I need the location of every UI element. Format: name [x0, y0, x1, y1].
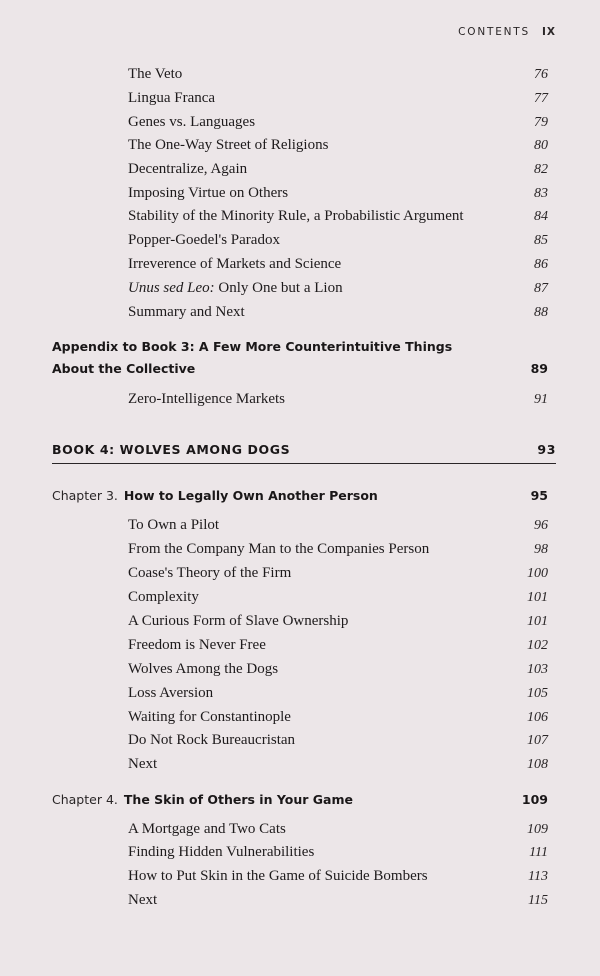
chapter-page: 95 — [530, 488, 548, 503]
entry-title-rest: Only One but a Lion — [214, 280, 343, 296]
entry-title: To Own a Pilot — [128, 517, 220, 533]
chapter-heading-text — [52, 791, 353, 809]
entry-title: Decentralize, Again — [128, 161, 248, 177]
book-title: BOOK 4: WOLVES AMONG DOGS — [52, 442, 291, 457]
toc-entry[interactable] — [128, 709, 548, 726]
entry-title: Popper-Goedel's Paradox — [128, 232, 280, 248]
entry-page: 91 — [534, 392, 548, 407]
entry-page: 105 — [527, 686, 548, 701]
entry-page: 76 — [534, 67, 548, 82]
chapter-title: The Skin of Others in Your Game — [123, 792, 353, 807]
entry-title: Summary and Next — [128, 304, 245, 320]
toc-entry[interactable] — [128, 137, 548, 154]
entry-title: How to Put Skin in the Game of Suicide Bombers — [128, 868, 428, 884]
toc-entry[interactable] — [128, 208, 548, 225]
toc-entry[interactable] — [128, 844, 548, 861]
chapter-label: Chapter 4. — [52, 792, 118, 807]
book-heading[interactable] — [52, 442, 556, 457]
entry-title: The Veto — [128, 66, 183, 82]
entry-title: Do Not Rock Bureaucristan — [128, 732, 296, 748]
toc-entry[interactable] — [128, 161, 548, 178]
entry-page: 80 — [534, 138, 548, 153]
toc-entry[interactable] — [128, 821, 548, 838]
entry-page: 77 — [534, 91, 548, 106]
entry-page: 88 — [534, 305, 548, 320]
entry-title: A Mortgage and Two Cats — [128, 821, 286, 837]
entry-title: Next — [128, 756, 158, 772]
toc-entry[interactable] — [128, 685, 548, 702]
chapter-heading-text — [52, 487, 378, 505]
entry-title — [128, 280, 343, 297]
entry-page: 86 — [534, 257, 548, 272]
chapter-heading[interactable] — [52, 791, 548, 809]
entry-title: Wolves Among the Dogs — [128, 661, 279, 677]
toc-entry[interactable] — [128, 90, 548, 107]
entry-page: 85 — [534, 233, 548, 248]
toc-entry[interactable] — [128, 280, 548, 297]
entry-page: 111 — [529, 845, 548, 860]
entry-title: Loss Aversion — [128, 685, 214, 701]
entry-title: A Curious Form of Slave Ownership — [128, 613, 349, 629]
entry-page: 102 — [527, 638, 548, 653]
toc-entry[interactable] — [128, 232, 548, 249]
entry-title: Coase's Theory of the Firm — [128, 565, 292, 581]
entry-title: Stability of the Minority Rule, a Probabilistic Argument — [128, 208, 464, 224]
entry-page: 100 — [527, 566, 548, 581]
entry-page: 84 — [534, 209, 548, 224]
toc-entry[interactable] — [128, 613, 548, 630]
entry-title: Lingua Franca — [128, 90, 216, 106]
toc-entry[interactable] — [128, 304, 548, 321]
toc-entry[interactable] — [128, 66, 548, 83]
entry-title: Freedom is Never Free — [128, 637, 266, 653]
book-page: 93 — [537, 442, 556, 457]
entry-page: 109 — [527, 822, 548, 837]
entry-page: 87 — [534, 281, 548, 296]
entry-title: The One-Way Street of Religions — [128, 137, 329, 153]
toc-entry[interactable] — [128, 756, 548, 773]
toc-entry[interactable] — [128, 185, 548, 202]
toc-entry[interactable] — [128, 565, 548, 582]
entry-title: Irreverence of Markets and Science — [128, 256, 342, 272]
entry-title: Next — [128, 892, 158, 908]
toc-entry[interactable] — [128, 637, 548, 654]
appendix-title-line2: About the Collective — [52, 361, 196, 376]
toc-entry[interactable] — [128, 868, 548, 885]
toc-entry[interactable] — [128, 517, 548, 534]
entry-page: 113 — [528, 869, 548, 884]
toc-entry[interactable] — [128, 661, 548, 678]
toc-entry[interactable] — [128, 114, 548, 131]
entry-title: Waiting for Constantinople — [128, 709, 291, 725]
entry-title-italic: Unus sed Leo: — [128, 280, 215, 296]
entry-page: 82 — [534, 162, 548, 177]
toc-entry[interactable] — [128, 892, 548, 909]
chapter-label: Chapter 3. — [52, 488, 118, 503]
entry-page: 103 — [527, 662, 548, 677]
entry-page: 115 — [528, 893, 548, 908]
toc-entry[interactable] — [128, 541, 548, 558]
toc-entry[interactable] — [128, 732, 548, 749]
entry-title: Finding Hidden Vulnerabilities — [128, 844, 315, 860]
entry-page: 108 — [527, 757, 548, 772]
appendix-title-line1: Appendix to Book 3: A Few More Counterintuitive Things — [52, 339, 453, 354]
page-number: IX — [541, 26, 556, 38]
entry-page: 98 — [534, 542, 548, 557]
running-head — [458, 26, 556, 38]
entry-title: Genes vs. Languages — [128, 114, 256, 130]
entry-page: 107 — [527, 733, 548, 748]
entry-page: 101 — [527, 614, 548, 629]
entry-title: From the Company Man to the Companies Person — [128, 541, 430, 557]
chapter-heading[interactable] — [52, 487, 548, 505]
entry-page: 96 — [534, 518, 548, 533]
section-title: CONTENTS — [458, 26, 530, 38]
divider — [52, 463, 556, 464]
entry-page: 79 — [534, 115, 548, 130]
entry-title: Imposing Virtue on Others — [128, 185, 289, 201]
entry-title: Complexity — [128, 589, 199, 605]
entry-page: 101 — [527, 590, 548, 605]
toc-entry[interactable] — [128, 589, 548, 606]
appendix-page: 89 — [530, 361, 548, 376]
toc-entry[interactable] — [128, 391, 548, 408]
chapter-title: How to Legally Own Another Person — [123, 488, 378, 503]
entry-page: 83 — [534, 186, 548, 201]
appendix-heading[interactable] — [52, 339, 548, 379]
entry-page: 106 — [527, 710, 548, 725]
chapter-page: 109 — [521, 792, 548, 807]
entry-title: Zero-Intelligence Markets — [128, 391, 286, 407]
toc-entry[interactable] — [128, 256, 548, 273]
